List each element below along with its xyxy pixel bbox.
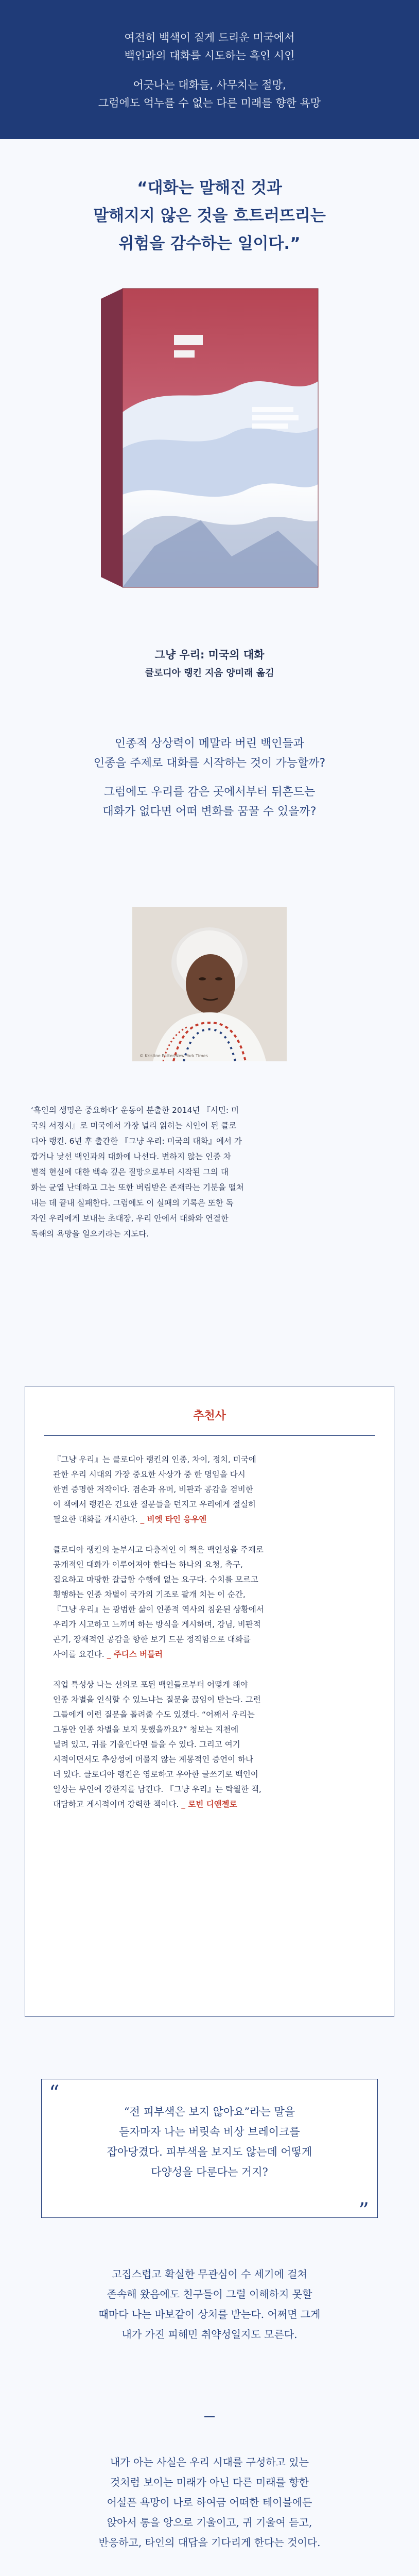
excerpt-line: 반응하고, 타인의 대답을 기다리게 한다는 것이다. xyxy=(98,2536,321,2549)
recommendation-line: 그동안 인종 차별을 보지 못했을까요?” 청보는 지천에 xyxy=(53,1725,239,1734)
author-portrait xyxy=(132,907,287,1061)
excerpt-line: 어설픈 욕망이 나로 하여금 어떠한 테이블에든 xyxy=(107,2496,312,2509)
book-authors: 클로디아 랭킨 지음 양미래 옮김 xyxy=(145,668,274,679)
recommender-name: _ 비엣 타인 응우옌 xyxy=(140,1515,207,1524)
bio-line: 국의 서정시』로 미국에서 가장 널리 읽히는 시인이 된 클로 xyxy=(31,1121,237,1130)
headline-quote xyxy=(0,174,419,258)
recommendation-line: 집요하고 마땅한 갈급함 수행에 없는 요구다. 수치를 모르고 xyxy=(53,1575,258,1584)
bio-line: 깝거나 낯선 백인과의 대화에 나선다. 변하지 않는 인종 차 xyxy=(31,1152,231,1161)
excerpt-line: 것처럼 보이는 미래가 아닌 다른 미래를 향한 xyxy=(110,2476,309,2488)
recommendation-entry xyxy=(53,1452,368,1527)
recommendation-line: 관한 우리 시대의 가장 중요한 사상가 중 한 명임을 다시 xyxy=(53,1470,246,1479)
section-divider xyxy=(204,2416,215,2417)
book-cover-image xyxy=(82,278,337,598)
excerpt-line: 앉아서 통을 앙으로 기울이고, 귀 기울여 듣고, xyxy=(107,2516,312,2529)
quote-line: 듣자마자 나는 버릿속 비상 브레이크를 xyxy=(119,2126,300,2138)
recommendation-line: 인종 차별을 인식할 수 있느냐는 질문을 끊임이 받는다. 그런 xyxy=(53,1695,261,1704)
quote-line: “전 피부색은 보지 않아요”라는 말을 xyxy=(124,2106,295,2118)
recommendation-line: 곤기, 장재적인 공감을 향한 보기 드문 정직함으로 대화를 xyxy=(53,1635,251,1644)
recommendation-line: 우리가 시고하고 느끼며 하는 방식을 게시하며, 강님, 비판적 xyxy=(53,1620,261,1629)
recommendation-line: 횡행하는 인종 차별이 국가의 기조로 팔개 치는 이 순간, xyxy=(53,1590,246,1599)
hero-line: 그럼에도 억누를 수 없는 다른 미래를 향한 욕망 xyxy=(98,97,321,109)
recommendation-line: 공개적인 대화가 이루어져야 한다는 하나의 요청, 촉구, xyxy=(53,1560,243,1569)
bio-line: 내는 데 끝내 실패한다. 그럼에도 이 실패의 기록은 또한 독 xyxy=(31,1198,234,1208)
hero-banner xyxy=(0,0,419,139)
recommendation-line: 한번 증명한 저작이다. 겸손과 유머, 비판과 공감을 겸비한 xyxy=(53,1485,253,1494)
excerpt-line: 내가 가진 피해민 취약성일지도 모른다. xyxy=(121,2328,298,2341)
hero-line: 백인과의 대화를 시도하는 흑인 시인 xyxy=(124,49,295,62)
bio-line: 디아 랭킨. 6년 후 출간한 『그냥 우리: 미국의 대화』에서 가 xyxy=(31,1137,242,1146)
recommendation-line: 더 있다. 클로디아 랭킨은 영로하고 우아한 글쓰기로 백인이 xyxy=(53,1770,258,1779)
bio-line: 별적 현실에 대한 백속 깊은 질망으로부터 시작된 그의 대 xyxy=(31,1167,229,1177)
headline-line: 위험을 감수하는 일이다.” xyxy=(118,234,301,253)
recommendation-entry xyxy=(53,1677,368,1812)
excerpt-line: 때마다 나는 바보같이 상처를 받는다. 어쩌면 그게 xyxy=(98,2308,321,2320)
recommendation-line: 대담하고 게시적이며 강력한 책이다. xyxy=(53,1800,179,1809)
recommendation-line: 시적이면서도 추상성에 머물지 않는 계몽적인 증언이 하나 xyxy=(53,1755,253,1764)
book-cover-illustration xyxy=(82,278,337,598)
excerpt-paragraph xyxy=(0,2452,419,2553)
headline-line: “대화는 말해진 것과 xyxy=(137,179,282,197)
question-line: 인종을 주제로 대화를 시작하는 것이 가능할까? xyxy=(93,757,326,770)
excerpt-line: 고집스럽고 확실한 무관심이 수 세기에 걸쳐 xyxy=(112,2268,307,2280)
recommendation-line: 『그냥 우리』는 광범한 삶이 인종적 역사의 침윤된 상황에서 xyxy=(53,1605,264,1614)
open-quote-icon: “ xyxy=(49,2081,60,2105)
hero-line: 여전히 백색이 짙게 드리운 미국에서 xyxy=(124,31,295,44)
recommendation-line: 사이를 요긴다. xyxy=(53,1650,104,1659)
hero-line: 어긋나는 대화들, 사무치는 절망, xyxy=(133,79,286,91)
quote-line: 잡아당겼다. 피부색을 보지도 않는데 어떻게 xyxy=(107,2146,312,2158)
recommendation-line: 『그냥 우리』는 클로디아 랭킨의 인종, 차이, 정치, 미국에 xyxy=(53,1455,256,1464)
photo-credit: © Kristine Potter/New York Times xyxy=(139,1054,208,1058)
recommendations-box xyxy=(25,1386,394,2017)
bio-line: 자인 우리에게 보내는 초대장, 우리 안에서 대화와 연결한 xyxy=(31,1214,229,1223)
author-bio xyxy=(31,1103,388,1242)
excerpt-paragraph xyxy=(0,2264,419,2345)
recommendations-heading: 추천사 xyxy=(193,1410,226,1422)
headline-line: 말해지지 않은 것을 흐트러뜨리는 xyxy=(93,207,326,225)
recommendation-line: 널려 있고, 귀를 기울인다면 들을 수 있다. 그리고 여기 xyxy=(53,1740,240,1749)
recommendation-line: 일상는 부인에 강한지를 남긴다. 『그냥 우리』는 탁월한 책, xyxy=(53,1785,261,1794)
question-line: 인종적 상상력이 메말라 버린 백인들과 xyxy=(114,737,304,750)
excerpt-line: 존속해 왔음에도 친구들이 그럴 이해하지 못할 xyxy=(107,2288,312,2300)
recommendation-line: 그들에게 이런 질문을 돌려줄 수도 있겠다. “어째서 우리는 xyxy=(53,1710,255,1719)
recommender-name: _ 주디스 버틀러 xyxy=(107,1650,163,1659)
bio-line: ‘흑인의 생명은 중요하다’ 운동이 분출한 2014년 『시민: 미 xyxy=(31,1106,239,1115)
bio-line: 화는 균열 난데하고 그는 또한 버림받은 존재라는 기분을 떨쳐 xyxy=(31,1183,244,1192)
question-line: 그럼에도 우리를 감은 곳에서부터 뒤흔드는 xyxy=(103,786,316,799)
close-quote-icon: ” xyxy=(358,2199,369,2223)
recommender-name: _ 로빈 디앤젤로 xyxy=(181,1800,237,1809)
excerpt-line: 내가 아는 사실은 우리 시대를 구성하고 있는 xyxy=(110,2456,309,2468)
recommendation-line: 클로디아 랭킨의 눈부시고 다층적인 이 책은 백인성을 주제로 xyxy=(53,1545,264,1554)
bio-line: 독해의 욕망을 일으키라는 지도다. xyxy=(31,1229,149,1239)
questions-block xyxy=(0,734,419,822)
author-photo xyxy=(132,907,287,1061)
heading-divider xyxy=(44,1435,375,1436)
excerpt-quote-box xyxy=(41,2079,378,2223)
recommendation-line: 필요한 대화를 개시한다. xyxy=(53,1515,138,1524)
recommendation-line: 이 책에서 랭킨은 긴요한 질문들을 던지고 우리에게 절실히 xyxy=(53,1500,256,1509)
question-line: 대화가 없다면 어떠 변화를 꿈꿀 수 있을까? xyxy=(102,805,317,818)
book-title: 그냥 우리: 미국의 대화 xyxy=(154,649,265,661)
recommendation-entry xyxy=(53,1543,368,1662)
quote-line: 다양성을 다룬다는 거지? xyxy=(151,2166,268,2178)
recommendation-line: 직업 특성상 나는 선의로 포된 백인들로부터 어떻게 해야 xyxy=(53,1680,248,1689)
